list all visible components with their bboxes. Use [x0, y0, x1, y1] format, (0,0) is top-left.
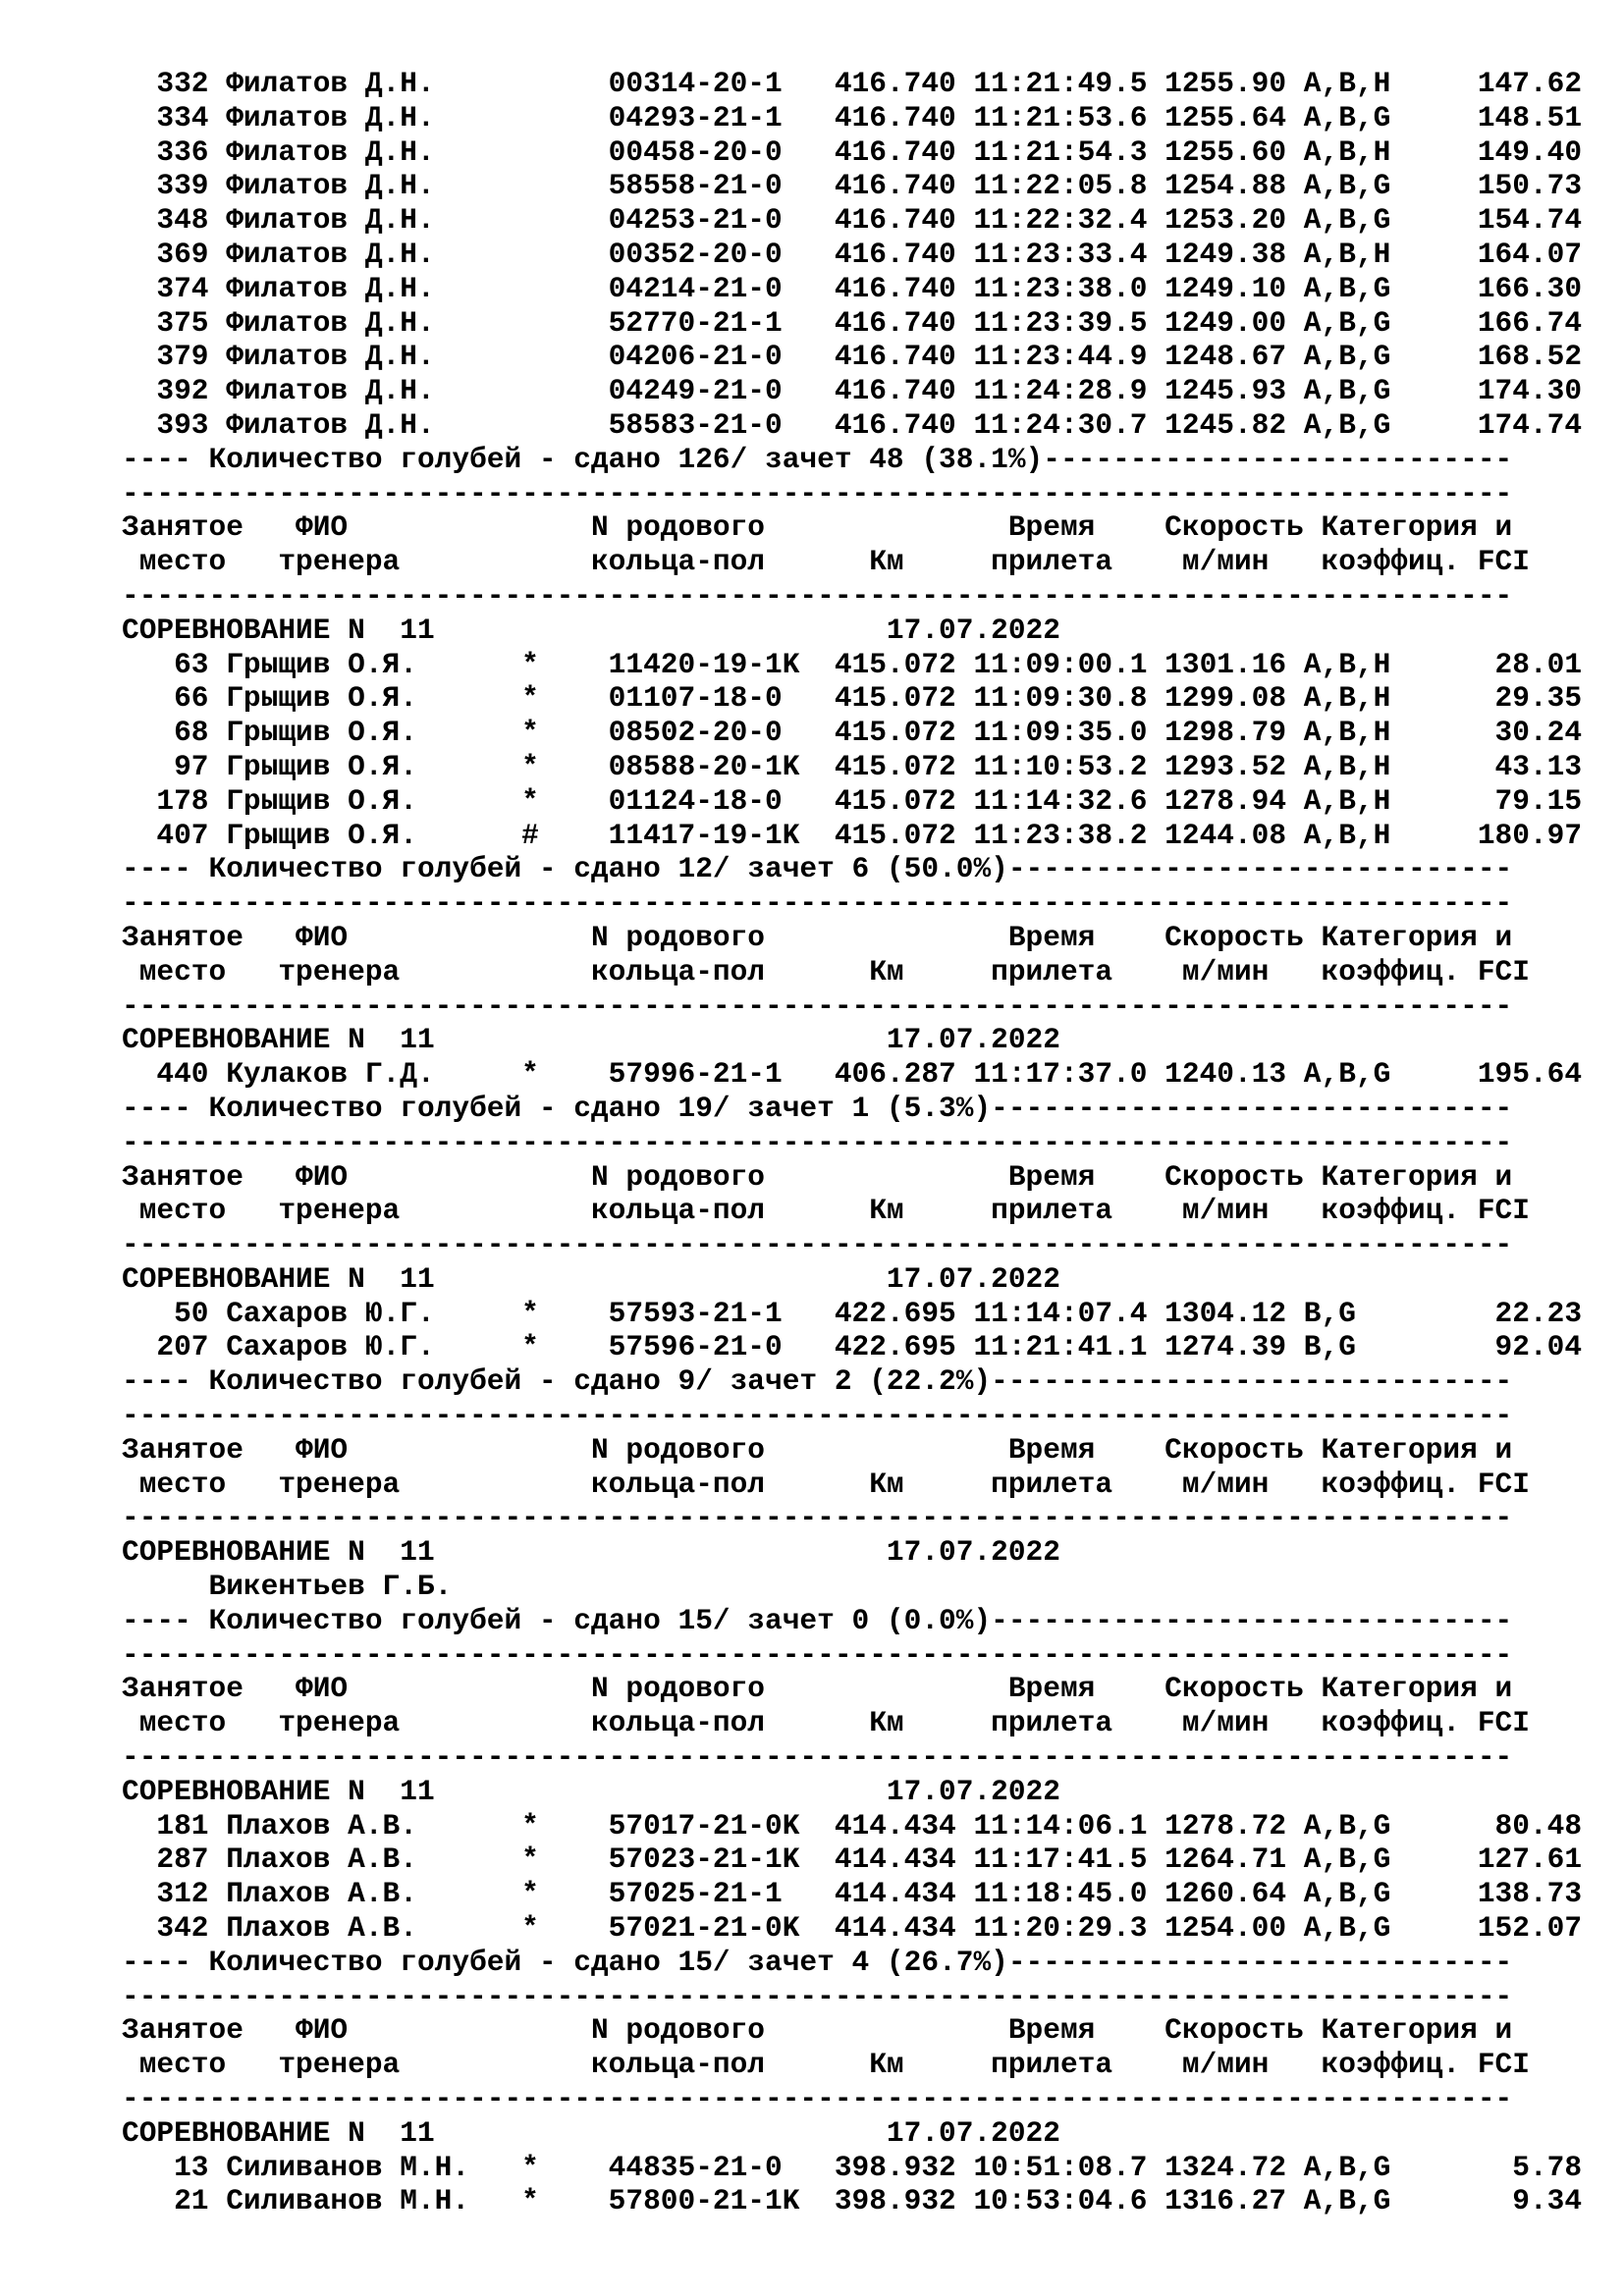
separator-line: -------------------------------------------------------------------------------- [122, 578, 1513, 613]
participant-no-result: Викентьев Г.Б. [122, 1570, 453, 1604]
separator-line: -------------------------------------------------------------------------------- [122, 886, 1513, 921]
column-header-line: Занятое ФИО N родового Время Скорость Категория и [122, 1672, 1513, 1706]
column-header-line: Занятое ФИО N родового Время Скорость Категория и [122, 920, 1513, 954]
result-row: 13 Силиванов М.Н. * 44835-21-0 398.932 10:51:08.7 1324.72 A,B,G 5.78 [122, 2150, 1583, 2184]
result-row: 440 Кулаков Г.Д. * 57996-21-1 406.287 11:17:37.0 1240.13 A,B,G 195.64 [122, 1057, 1583, 1092]
result-row: 334 Филатов Д.Н. 04293-21-1 416.740 11:21:53.6 1255.64 A,B,G 148.51 [122, 100, 1583, 134]
separator-line: -------------------------------------------------------------------------------- [122, 1979, 1513, 2013]
result-row: 287 Плахов А.В. * 57023-21-1K 414.434 11:17:41.5 1264.71 A,B,G 127.61 [122, 1842, 1583, 1877]
result-row: 392 Филатов Д.Н. 04249-21-0 416.740 11:24:28.9 1245.93 A,B,G 174.30 [122, 374, 1583, 408]
result-row: 97 Грыщив О.Я. * 08588-20-1K 415.072 11:10:53.2 1293.52 A,B,H 43.13 [122, 749, 1583, 783]
competition-heading: СОРЕВНОВАНИЕ N 11 17.07.2022 [122, 1535, 1060, 1570]
result-row: 393 Филатов Д.Н. 58583-21-0 416.740 11:24:30.7 1245.82 A,B,G 174.74 [122, 407, 1583, 442]
result-row: 374 Филатов Д.Н. 04214-21-0 416.740 11:23:38.0 1249.10 A,B,G 166.30 [122, 271, 1583, 305]
result-row: 312 Плахов А.В. * 57025-21-1 414.434 11:18:45.0 1260.64 A,B,G 138.73 [122, 1877, 1583, 1911]
result-row: 336 Филатов Д.Н. 00458-20-0 416.740 11:21:54.3 1255.60 A,B,H 149.40 [122, 134, 1583, 169]
results-printout [122, 67, 1582, 2218]
competition-heading: СОРЕВНОВАНИЕ N 11 17.07.2022 [122, 2115, 1060, 2150]
column-header-line: Занятое ФИО N родового Время Скорость Категория и [122, 510, 1513, 545]
separator-line: -------------------------------------------------------------------------------- [122, 1740, 1513, 1775]
summary-line: ---- Количество голубей - сдано 19/ зачет 1 (5.3%)------------------------------ [122, 1091, 1513, 1125]
column-header-line: Занятое ФИО N родового Время Скорость Категория и [122, 1432, 1513, 1467]
column-header-line: место тренера кольца-пол Км прилета м/мин коэффиц. FCI [122, 1467, 1530, 1501]
separator-line: -------------------------------------------------------------------------------- [122, 1228, 1513, 1262]
column-header-line: место тренера кольца-пол Км прилета м/мин коэффиц. FCI [122, 954, 1530, 988]
separator-line: -------------------------------------------------------------------------------- [122, 988, 1513, 1023]
separator-line: -------------------------------------------------------------------------------- [122, 1637, 1513, 1672]
result-row: 63 Грыщив О.Я. * 11420-19-1K 415.072 11:09:00.1 1301.16 A,B,H 28.01 [122, 647, 1583, 681]
summary-line: ---- Количество голубей - сдано 126/ зачет 48 (38.1%)--------------------------- [122, 442, 1513, 476]
column-header-line: место тренера кольца-пол Км прилета м/мин коэффиц. FCI [122, 2048, 1530, 2082]
result-row: 21 Силиванов М.Н. * 57800-21-1K 398.932 10:53:04.6 1316.27 A,B,G 9.34 [122, 2184, 1583, 2218]
summary-line: ---- Количество голубей - сдано 9/ зачет 2 (22.2%)------------------------------ [122, 1364, 1513, 1399]
competition-heading: СОРЕВНОВАНИЕ N 11 17.07.2022 [122, 1023, 1060, 1057]
summary-line: ---- Количество голубей - сдано 15/ зачет 4 (26.7%)----------------------------- [122, 1945, 1513, 1979]
result-row: 375 Филатов Д.Н. 52770-21-1 416.740 11:23:39.5 1249.00 A,B,G 166.74 [122, 305, 1583, 340]
result-row: 348 Филатов Д.Н. 04253-21-0 416.740 11:22:32.4 1253.20 A,B,G 154.74 [122, 203, 1583, 238]
separator-line: -------------------------------------------------------------------------------- [122, 476, 1513, 510]
result-row: 50 Сахаров Ю.Г. * 57593-21-1 422.695 11:14:07.4 1304.12 B,G 22.23 [122, 1296, 1583, 1330]
result-row: 178 Грыщив О.Я. * 01124-18-0 415.072 11:14:32.6 1278.94 A,B,H 79.15 [122, 783, 1583, 818]
result-row: 407 Грыщив О.Я. # 11417-19-1K 415.072 11:23:38.2 1244.08 A,B,H 180.97 [122, 818, 1583, 852]
result-row: 339 Филатов Д.Н. 58558-21-0 416.740 11:22:05.8 1254.88 A,B,G 150.73 [122, 169, 1583, 203]
result-row: 342 Плахов А.В. * 57021-21-0K 414.434 11:20:29.3 1254.00 A,B,G 152.07 [122, 1911, 1583, 1946]
result-row: 66 Грыщив О.Я. * 01107-18-0 415.072 11:09:30.8 1299.08 A,B,H 29.35 [122, 681, 1583, 716]
result-row: 369 Филатов Д.Н. 00352-20-0 416.740 11:23:33.4 1249.38 A,B,H 164.07 [122, 237, 1583, 271]
separator-line: -------------------------------------------------------------------------------- [122, 1125, 1513, 1159]
column-header-line: место тренера кольца-пол Км прилета м/мин коэффиц. FCI [122, 545, 1530, 579]
competition-heading: СОРЕВНОВАНИЕ N 11 17.07.2022 [122, 1261, 1060, 1296]
competition-heading: СОРЕВНОВАНИЕ N 11 17.07.2022 [122, 613, 1060, 647]
column-header-line: место тренера кольца-пол Км прилета м/мин коэффиц. FCI [122, 1706, 1530, 1740]
column-header-line: Занятое ФИО N родового Время Скорость Категория и [122, 2013, 1513, 2048]
summary-line: ---- Количество голубей - сдано 15/ зачет 0 (0.0%)------------------------------ [122, 1603, 1513, 1637]
column-header-line: место тренера кольца-пол Км прилета м/мин коэффиц. FCI [122, 1194, 1530, 1228]
separator-line: -------------------------------------------------------------------------------- [122, 1399, 1513, 1433]
result-row: 68 Грыщив О.Я. * 08502-20-0 415.072 11:09:35.0 1298.79 A,B,H 30.24 [122, 716, 1583, 750]
result-row: 207 Сахаров Ю.Г. * 57596-21-0 422.695 11:21:41.1 1274.39 B,G 92.04 [122, 1330, 1583, 1364]
competition-heading: СОРЕВНОВАНИЕ N 11 17.07.2022 [122, 1774, 1060, 1808]
result-row: 332 Филатов Д.Н. 00314-20-1 416.740 11:21:49.5 1255.90 A,B,H 147.62 [122, 67, 1583, 100]
summary-line: ---- Количество голубей - сдано 12/ зачет 6 (50.0%)----------------------------- [122, 852, 1513, 886]
separator-line: -------------------------------------------------------------------------------- [122, 1501, 1513, 1535]
result-row: 379 Филатов Д.Н. 04206-21-0 416.740 11:23:44.9 1248.67 A,B,G 168.52 [122, 340, 1583, 374]
result-row: 181 Плахов А.В. * 57017-21-0K 414.434 11:14:06.1 1278.72 A,B,G 80.48 [122, 1808, 1583, 1842]
separator-line: -------------------------------------------------------------------------------- [122, 2082, 1513, 2116]
column-header-line: Занятое ФИО N родового Время Скорость Категория и [122, 1159, 1513, 1194]
